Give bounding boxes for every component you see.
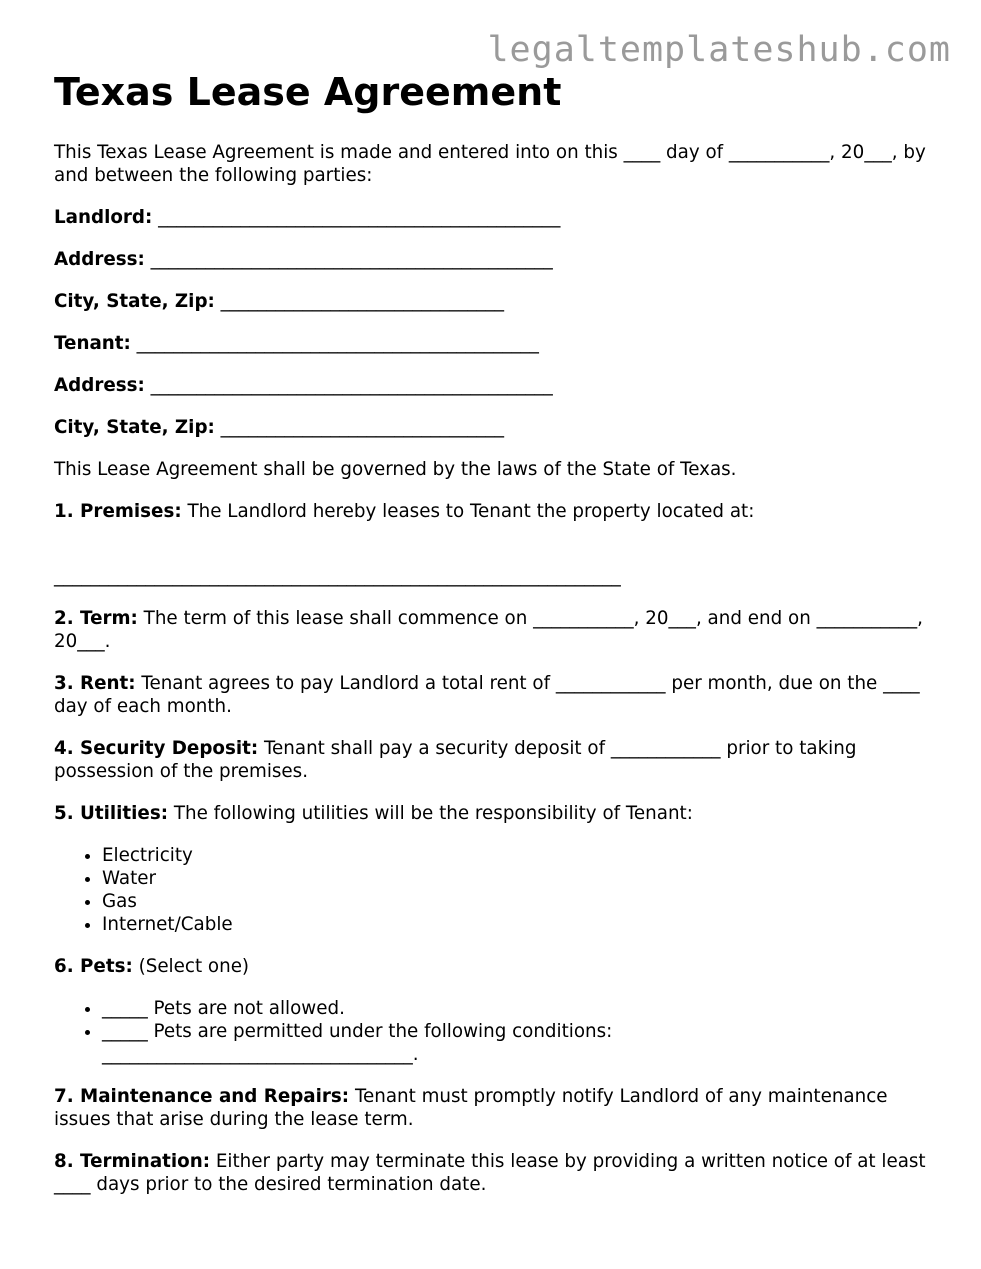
section-heading: 2. Term:: [54, 608, 138, 629]
premises-blank: ______________________________________________________________: [54, 566, 621, 587]
section-heading: 3. Rent:: [54, 673, 136, 694]
section-text: Tenant must promptly notify Landlord of any maintenance issues that arise during the lease term.: [54, 1086, 888, 1130]
party-line: [54, 206, 934, 229]
section-text: Tenant shall pay a security deposit of ____________ prior to taking possession of the premises.: [54, 738, 857, 782]
party-label: City, State, Zip:: [54, 417, 215, 438]
party-blank: _______________________________: [220, 291, 505, 312]
party-blank: ____________________________________________: [158, 207, 561, 228]
section-rent: [54, 672, 934, 718]
section-utilities: [54, 802, 934, 825]
section-heading: 8. Termination:: [54, 1151, 211, 1172]
party-label: Address:: [54, 375, 145, 396]
party-label: Address:: [54, 249, 145, 270]
party-blank: ____________________________________________: [150, 375, 553, 396]
party-line: [54, 248, 934, 271]
list-item: • Internet/Cable: [102, 913, 934, 936]
section-pets: [54, 955, 934, 978]
party-line: [54, 332, 934, 355]
section-termination: [54, 1150, 934, 1196]
party-label: Landlord:: [54, 207, 153, 228]
section-heading: 6. Pets:: [54, 956, 133, 977]
party-label: City, State, Zip:: [54, 291, 215, 312]
section-text: Tenant agrees to pay Landlord a total rent of ____________ per month, due on the ____ day of each month.: [54, 673, 920, 717]
party-blank: ____________________________________________: [150, 249, 553, 270]
party-line: [54, 290, 934, 313]
list-item: • Electricity: [102, 844, 934, 867]
section-heading: 7. Maintenance and Repairs:: [54, 1086, 350, 1107]
party-label: Tenant:: [54, 333, 131, 354]
document-body: [54, 141, 934, 1215]
list-item: • Water: [102, 867, 934, 890]
section-premises: [54, 500, 934, 523]
list-item: • _____ Pets are permitted under the following conditions: __________________________________.: [102, 1020, 672, 1066]
section-text: (Select one): [138, 956, 250, 977]
list-item: • _____ Pets are not allowed.: [102, 997, 672, 1020]
section-heading: 4. Security Deposit:: [54, 738, 259, 759]
party-line: [54, 374, 934, 397]
section-text: The term of this lease shall commence on ___________, 20___, and end on ___________, 20___.: [54, 608, 923, 652]
intro-paragraph: This Texas Lease Agreement is made and entered into on this ____ day of ___________, 20___, by and between the following parties:: [54, 142, 926, 186]
list-item: • Gas: [102, 890, 934, 913]
party-blank: ____________________________________________: [136, 333, 539, 354]
section-heading: 5. Utilities:: [54, 803, 169, 824]
section-heading: 1. Premises:: [54, 501, 182, 522]
pets-list: [54, 997, 672, 1066]
section-text: Either party may terminate this lease by providing a written notice of at least ____ days prior to the desired termination date.: [54, 1151, 926, 1195]
party-line: [54, 416, 934, 439]
party-blank: _______________________________: [220, 417, 505, 438]
section-text: The Landlord hereby leases to Tenant the property located at:: [187, 501, 755, 522]
section-security-deposit: [54, 737, 934, 783]
governing-law: This Lease Agreement shall be governed by the laws of the State of Texas.: [54, 459, 737, 480]
page-title: Texas Lease Agreement: [54, 70, 562, 114]
section-maintenance: [54, 1085, 934, 1131]
watermark: legaltemplateshub.com: [487, 30, 951, 70]
utilities-list: [54, 844, 934, 936]
section-text: The following utilities will be the responsibility of Tenant:: [173, 803, 693, 824]
section-term: [54, 607, 934, 653]
